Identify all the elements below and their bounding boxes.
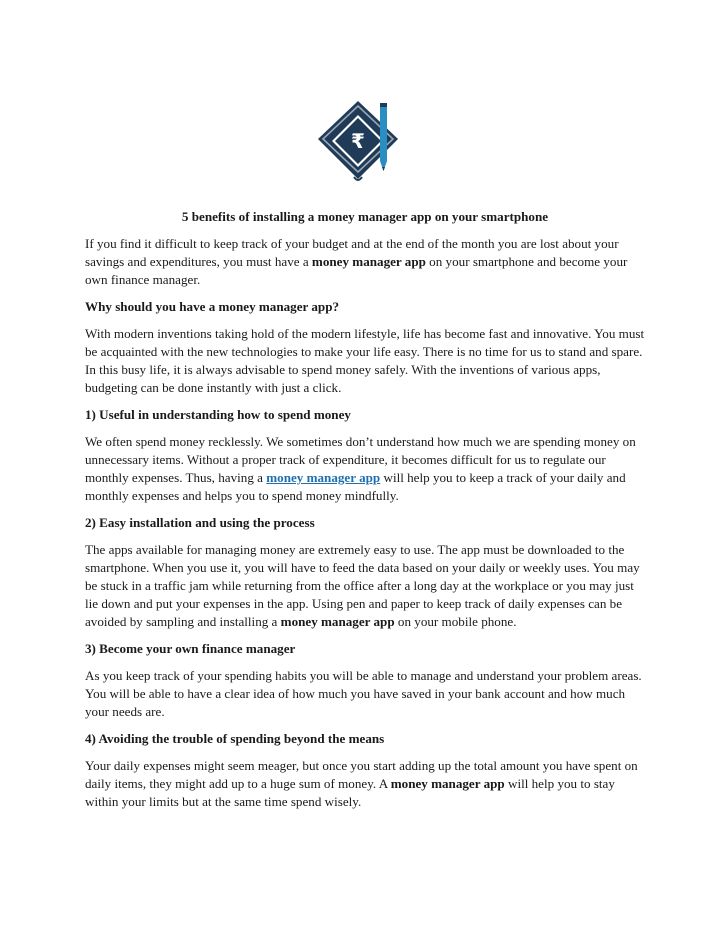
section-1-paragraph: We often spend money recklessly. We sometimes don’t understand how much we are spending money on unnecessary items. Without a proper track of expenditure, it becomes difficult for us to regulate our monthly expenses. Thus, having a money manager app will help you to keep a track of your daily and monthly expenses and helps you to spend money mindfully. (85, 434, 636, 503)
section-2-paragraph: The apps available for managing money are extremely easy to use. The app must be downloaded to the smartphone. When you use it, you will have to feed the data based on your daily or weekly uses. You may be stuck in a traffic jam while returning from the office after a long day at the workplace or you may just lie down and put your expenses in the app. Using pen and paper to keep track of daily expenses can be avoided by sampling and installing a money manager app on your mobile phone. (85, 542, 640, 629)
keyword-bold: money manager app (311, 254, 426, 269)
rupee-book-pencil-icon (314, 97, 408, 185)
article-title: 5 benefits of installing a money manager app on your smartphone (181, 209, 549, 224)
section-heading-3: 3) Become your own finance manager (85, 641, 296, 656)
section-3-paragraph: As you keep track of your spending habits you will be able to manage and understand your problem areas. You will be able to have a clear idea of how much you have saved in your bank account and how much your needs are. (85, 668, 642, 719)
section-heading-2: 2) Easy installation and using the process (85, 515, 315, 530)
section-heading-1: 1) Useful in understanding how to spend money (85, 407, 351, 422)
why-paragraph: With modern inventions taking hold of the modern lifestyle, life has become fast and innovative. You must be acquainted with the new technologies to make your life easy. There is no time for us to stand and spare. In this busy life, it is always advisable to spend money safely. With the inventions of various apps, budgeting can be done instantly with just a click. (85, 326, 645, 395)
keyword-bold: money manager app (390, 776, 505, 791)
section-heading-why: Why should you have a money manager app? (85, 299, 340, 314)
article-body (85, 208, 645, 820)
intro-paragraph: If you find it difficult to keep track of your budget and at the end of the month you are lost about your savings and expenditures, you must have a money manager app on your smartphone and become your own finance manager. (85, 236, 628, 287)
keyword-bold: money manager app (280, 614, 395, 629)
money-manager-app-link[interactable]: money manager app (266, 470, 381, 485)
rupee-symbol: ₹ (351, 129, 365, 153)
section-4-paragraph: Your daily expenses might seem meager, but once you start adding up the total amount you have spent on daily items, they might add up to a huge sum of money. A money manager app will help you to stay within your limits but at the same time spend wisely. (85, 758, 638, 809)
section-heading-4: 4) Avoiding the trouble of spending beyond the means (85, 731, 385, 746)
